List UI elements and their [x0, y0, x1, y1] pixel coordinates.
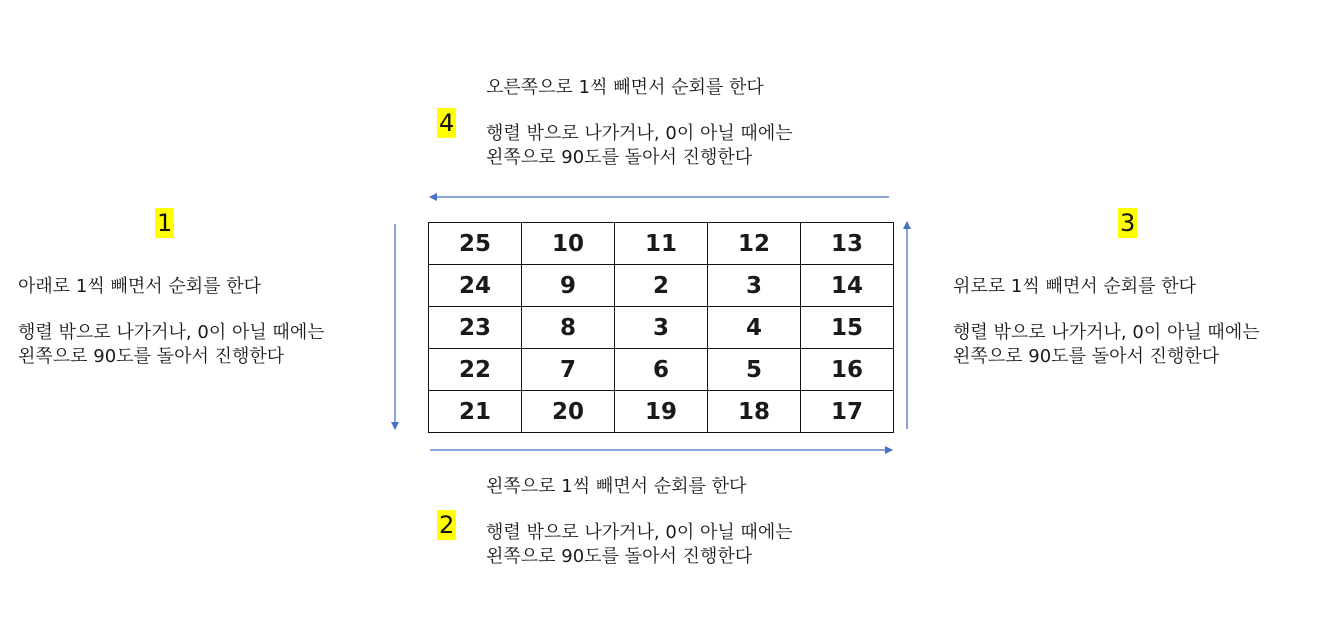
matrix-cell: 3	[615, 307, 708, 349]
matrix-cell: 5	[708, 349, 801, 391]
step-4-number: 4	[439, 109, 455, 137]
step-2-line-3: 왼쪽으로 90도를 돌아서 진행한다	[486, 546, 753, 567]
matrix-cell: 24	[429, 265, 522, 307]
matrix-cell: 13	[801, 223, 894, 265]
matrix-cell: 14	[801, 265, 894, 307]
step-2-line-2: 행렬 밖으로 나가거나, 0이 아닐 때에는	[486, 522, 793, 543]
step-2-number: 2	[439, 511, 455, 539]
spiral-matrix	[428, 222, 894, 433]
step-3-number: 3	[1120, 209, 1136, 237]
matrix-cell: 2	[615, 265, 708, 307]
step-2-line-1: 왼쪽으로 1씩 빼면서 순회를 한다	[486, 476, 747, 497]
matrix-cell: 18	[708, 391, 801, 433]
step-3-line-1: 위로로 1씩 빼면서 순회를 한다	[953, 276, 1196, 297]
matrix-cell: 3	[708, 265, 801, 307]
step-1-number: 1	[157, 209, 173, 237]
step-3-line-2: 행렬 밖으로 나가거나, 0이 아닐 때에는	[953, 322, 1260, 343]
step-1-description	[18, 275, 325, 369]
matrix-cell: 23	[429, 307, 522, 349]
matrix-cell: 25	[429, 223, 522, 265]
step-1-line-1: 아래로 1씩 빼면서 순회를 한다	[18, 276, 261, 297]
matrix-row	[429, 349, 894, 391]
matrix-cell: 15	[801, 307, 894, 349]
matrix-row	[429, 223, 894, 265]
step-1-line-2: 행렬 밖으로 나가거나, 0이 아닐 때에는	[18, 322, 325, 343]
step-3-line-3: 왼쪽으로 90도를 돌아서 진행한다	[953, 346, 1220, 367]
matrix-cell: 11	[615, 223, 708, 265]
step-4-description	[486, 76, 793, 170]
matrix-cell: 4	[708, 307, 801, 349]
matrix-cell: 8	[522, 307, 615, 349]
matrix-row	[429, 265, 894, 307]
step-3-description	[953, 275, 1260, 369]
step-2-description	[486, 475, 793, 569]
matrix-cell: 6	[615, 349, 708, 391]
matrix-cell: 17	[801, 391, 894, 433]
matrix-cell: 20	[522, 391, 615, 433]
matrix-cell: 19	[615, 391, 708, 433]
matrix-cell: 9	[522, 265, 615, 307]
matrix-cell: 16	[801, 349, 894, 391]
matrix-row	[429, 307, 894, 349]
matrix-cell: 7	[522, 349, 615, 391]
step-1-line-3: 왼쪽으로 90도를 돌아서 진행한다	[18, 346, 285, 367]
step-4-line-2: 행렬 밖으로 나가거나, 0이 아닐 때에는	[486, 123, 793, 144]
matrix-row	[429, 391, 894, 433]
matrix-cell: 22	[429, 349, 522, 391]
step-4-line-3: 왼쪽으로 90도를 돌아서 진행한다	[486, 147, 753, 168]
matrix-cell: 10	[522, 223, 615, 265]
matrix-cell: 21	[429, 391, 522, 433]
step-4-line-1: 오른쪽으로 1씩 빼면서 순회를 한다	[486, 77, 764, 98]
matrix-cell: 12	[708, 223, 801, 265]
